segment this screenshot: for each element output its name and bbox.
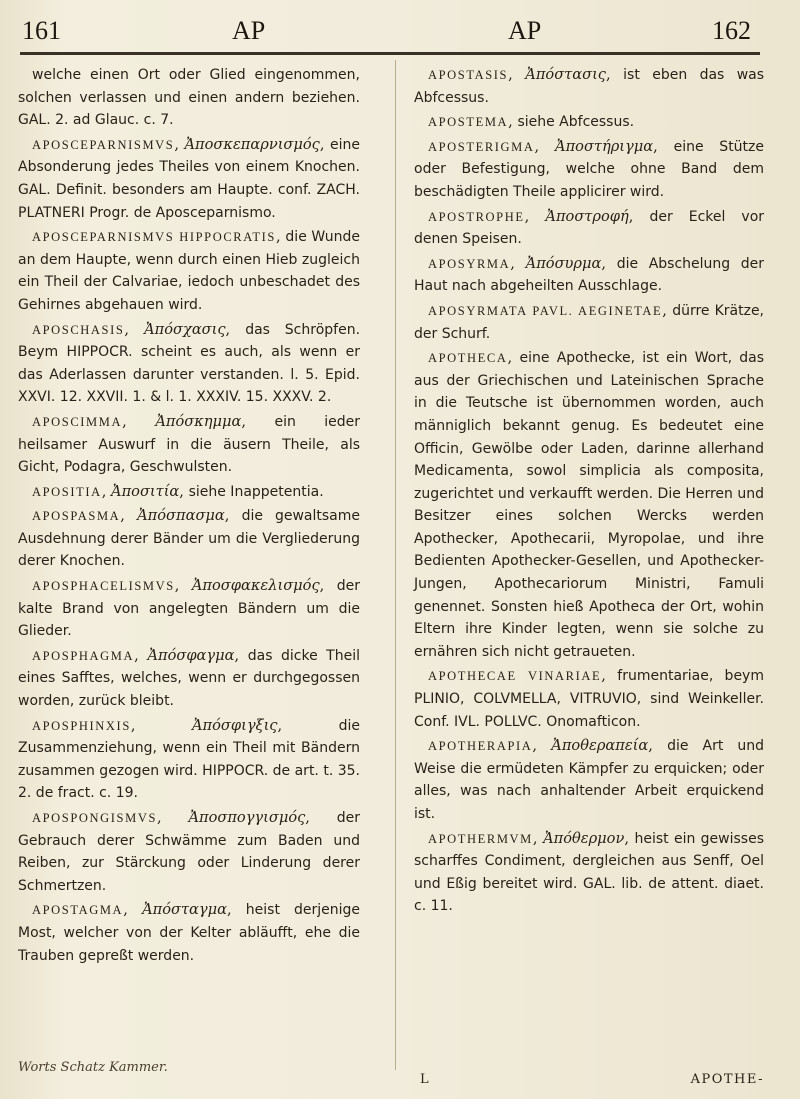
entry-definition: die Art und Weise die ermüdeten Kämpfer zu erquicken; oder alles, was nach anhaltender Arbeit erquickend ist. xyxy=(414,738,765,822)
entry-greek: Ἀπόσπασμα xyxy=(137,507,225,525)
entry-definition: das dicke Theil eines Safftes, welches, wenn er durchgegossen worden, zurück bleibt. xyxy=(18,647,361,710)
dictionary-entry: APOSCEPARNISMVS, Ἀποσκεπαρνισμός, eine Absonderung jedes Theiles von einem Knochen. GAL. Definit. besonders am Haupte. conf. ZACH. PLATNERI Progr. de Aposceparnismo. xyxy=(18,135,360,221)
entry-greek: Ἀπόστασις xyxy=(525,66,606,83)
entry-greek: Ἀποστήριγμα xyxy=(555,137,654,155)
header-letters-left: AP xyxy=(232,16,266,45)
entry-headword: APOSPONGISMVS xyxy=(32,811,157,825)
entry-definition: eine Absonderung jedes Theiles von einem Knochen. GAL. Definit. besonders am Haupte. conf. ZACH. PLATNERI Progr. de Aposceparnismo. xyxy=(18,136,360,221)
entry-greek: Ἀποσιτία xyxy=(111,482,180,500)
dictionary-entry: APOSCIMMA, Ἀπόσκημμα, ein ieder heilsamer Auswurf in die äusern Theile, als Gicht, Podagra, Geschwulsten. xyxy=(18,412,361,476)
signature-mark: L xyxy=(420,1072,429,1087)
entry-headword: APOSCEPARNISMVS HIPPOCRATIS xyxy=(32,230,276,245)
entry-greek: Ἀπόσταγμα xyxy=(142,901,227,919)
page-number-right: 162 xyxy=(712,16,751,45)
entry-definition: eine Stütze oder Befestigung, welche ohne Band dem beschädigten Theile applicirer wird. xyxy=(414,138,765,200)
entry-definition: welche einen Ort oder Glied eingenommen, solchen verlassen und einen andern beziehen. GAL. 2. ad Glauc. c. 7. xyxy=(18,67,360,129)
entry-greek: Ἀπόσκημμα xyxy=(155,412,242,430)
page-number-left: 161 xyxy=(22,16,61,45)
entry-headword: APOSPHINXIS xyxy=(32,718,131,733)
dictionary-entry: APOSTERIGMA, Ἀποστήριγμα, eine Stütze oder Befestigung, welche ohne Band dem beschädigten Theile applicirer wird. xyxy=(414,137,765,200)
dictionary-entry: APOSPASMA, Ἀπόσπασμα, die gewaltsame Ausdehnung derer Bänder um die Vergliederung derer Knochen. xyxy=(18,507,361,570)
entry-definition: ist eben das was Abfcessus. xyxy=(414,67,765,106)
left-footer-note: Worts Schatz Kammer. xyxy=(18,1060,168,1075)
entry-definition: die Abschelung der Haut nach abgeheilten Ausschlage. xyxy=(414,255,765,295)
entry-headword: APOSCIMMA xyxy=(32,414,123,429)
entry-headword: APOSTROPHE xyxy=(428,209,525,224)
dictionary-entry xyxy=(18,64,360,132)
entry-definition: die gewaltsame Ausdehnung derer Bänder um die Vergliederung derer Knochen. xyxy=(18,508,361,570)
entry-headword: APOSITIA xyxy=(32,484,102,499)
entry-definition: siehe Abfcessus. xyxy=(517,114,635,131)
dictionary-entry: APOSPHINXIS, Ἀπόσφιγξις, die Zusammenziehung, wenn ein Theil mit Bändern zusammen gezogen wird. HIPPOCR. de art. t. 35. 2. de fract. c. 19. xyxy=(18,716,360,802)
dictionary-entry: APOTHERMVM, Ἀπόθερμον, heist ein gewisses scharffes Condiment, dergleichen aus Senff, Oel und Eßig bereitet wird. GAL. lib. de attent. diaet. c. 11. xyxy=(414,829,764,915)
left-column xyxy=(18,64,360,969)
entry-greek: Ἀπόσχασις xyxy=(144,320,226,338)
dictionary-entry: APOSYRMA, Ἀπόσυρμα, die Abschelung der Haut nach abgeheilten Ausschlage. xyxy=(414,254,765,295)
dictionary-entry: APOSTASIS, Ἀπόστασις, ist eben das was Abfcessus. xyxy=(414,66,765,106)
entry-definition: frumentariae, beym PLINIO, COLVMELLA, VITRUVIO, sind Weinkeller. Conf. IVL. POLLVC. Onomafticon. xyxy=(414,668,764,730)
entry-definition: der kalte Brand von angelegten Bändern um die Glieder. xyxy=(18,578,360,640)
header-letters-right: AP xyxy=(508,16,542,45)
dictionary-entry: APOSCHASIS, Ἀπόσχασις, das Schröpfen. Beym HIPPOCR. scheint es auch, als wenn er das Aderlassen darunter verstanden. l. 5. Epid. XXVI. 12. XXVII. 1. & l. 1. XXXIV. 15. XXXV. 2. xyxy=(18,320,361,406)
entry-headword: APOSPHAGMA xyxy=(32,648,135,663)
entry-definition: heist derjenige Most, welcher von der Kelter abläufft, ehe die Trauben gepreßt werden. xyxy=(18,902,361,964)
entry-headword: APOTHERMVM xyxy=(428,831,533,846)
entry-definition: das Schröpfen. Beym HIPPOCR. scheint es auch, als wenn er das Aderlassen darunter verstanden. l. 5. Epid. XXVI. 12. XXVII. 1. & l. 1. XXXIV. 15. XXXV. 2. xyxy=(18,321,361,406)
entry-headword: APOSTASIS xyxy=(428,68,509,82)
entry-definition: die Wunde an dem Haupte, wenn durch einen Hieb zugleich ein Theil der Calvariae, iedoch unbeschadet des Gehirnes abgehauen wird. xyxy=(18,229,360,313)
entry-headword: APOSTEMA xyxy=(428,115,509,130)
right-column xyxy=(414,64,764,920)
dictionary-entry: APOSITIA, Ἀποσιτία, siehe Inappetentia. xyxy=(32,482,324,500)
dictionary-entry: APOSTEMA, siehe Abfcessus. xyxy=(428,113,635,131)
entry-headword: APOTHECAE VINARIAE xyxy=(428,669,602,684)
dictionary-entry: APOSPHAGMA, Ἀπόσφαγμα, das dicke Theil eines Safftes, welches, wenn er durchgegossen worden, zurück bleibt. xyxy=(18,646,361,710)
entry-greek: Ἀποθεραπεία xyxy=(551,737,649,755)
entry-definition: der Eckel vor denen Speisen. xyxy=(414,208,765,248)
entry-greek: Ἀποσπογγισμός xyxy=(188,809,306,826)
entry-headword: APOSTERIGMA xyxy=(428,139,535,154)
header-rule xyxy=(20,52,760,55)
dictionary-entry: APOTHECAE VINARIAE, frumentariae, beym PLINIO, COLVMELLA, VITRUVIO, sind Weinkeller. Conf. IVL. POLLVC. Onomafticon. xyxy=(414,667,764,730)
entry-headword: APOSPASMA xyxy=(32,509,121,524)
entry-headword: APOTHECA xyxy=(428,351,508,366)
dictionary-entry: APOSTAGMA, Ἀπόσταγμα, heist derjenige Most, welcher von der Kelter abläufft, ehe die Trauben gepreßt werden. xyxy=(18,901,361,964)
entry-greek: Ἀπόσφιγξις xyxy=(192,716,278,734)
entry-greek: Ἀποστροφή xyxy=(545,207,629,225)
dictionary-entry: APOTHECA, eine Apothecke, ist ein Wort, das aus der Griechischen und Lateinischen Sprache in die Teutsche ist übernommen worden, auch männiglich bekannt genug. Es bedeutet eine Officin, Gewölbe oder Laden, darinne allerhand Medicamenta, sowol simplicia als composita, zugerichtet und verkaufft werden. Die Herren und Besitzer eines solchen Wercks werden Apothecker, Apothecarii, Myropolae, und ihre Bedienten Apothecker-Gesellen, und Apothecker-Jungen, Apothecariorum Ministri, Famuli genennet. Sonsten hieß Apotheca der Ort, wohin Eltern ihre Kinder legten, wenn sie solche zu ernähren sich nicht getraueten. xyxy=(414,349,764,660)
dictionary-entry: APOTHERAPIA, Ἀποθεραπεία, die Art und Weise die ermüdeten Kämpfer zu erquicken; oder alles, was nach anhaltender Arbeit erquickend ist. xyxy=(414,737,765,822)
entry-headword: APOTHERAPIA xyxy=(428,739,533,754)
entry-greek: Ἀπόσφαγμα xyxy=(147,646,235,664)
entry-definition: dürre Krätze, der Schurf. xyxy=(414,302,765,342)
dictionary-entry: APOSCEPARNISMVS HIPPOCRATIS, die Wunde an dem Haupte, wenn durch einen Hieb zugleich ein Theil der Calvariae, iedoch unbeschadet des Gehirnes abgehauen wird. xyxy=(18,228,360,313)
entry-definition: eine Apothecke, ist ein Wort, das aus der Griechischen und Lateinischen Sprache in die Teutsche ist übernommen worden, auch männiglich bekannt genug. Es bedeutet eine Officin, Gewölbe oder Laden, darinne allerhand Medicamenta, sowol simplicia als composita, zugerichtet und verkaufft werden. Die Herren und Besitzer eines solchen Wercks werden Apothecker, Apothecarii, Myropolae, und ihre Bedienten Apothecker-Gesellen, und Apothecker-Jungen, Apothecariorum Ministri, Famuli genennet. Sonsten hieß Apotheca der Ort, wohin Eltern ihre Kinder legten, wenn sie solche zu ernähren sich nicht getraueten. xyxy=(414,350,764,660)
entry-definition: ein ieder heilsamer Auswurf in die äusern Theile, als Gicht, Podagra, Geschwulsten. xyxy=(18,413,361,476)
dictionary-entry: APOSPONGISMVS, Ἀποσπογγισμός, der Gebrauch derer Schwämme zum Baden und Reiben, zur Stärckung oder Linderung derer Schmertzen. xyxy=(18,809,361,894)
entry-greek: Ἀποσφακελισμός xyxy=(191,577,320,595)
entry-definition: die Zusammenziehung, wenn ein Theil mit Bändern zusammen gezogen wird. HIPPOCR. de art. t. 35. 2. de fract. c. 19. xyxy=(18,717,360,802)
entry-greek: Ἀπόσυρμα xyxy=(525,254,602,272)
entry-headword: APOSCEPARNISMVS xyxy=(32,137,175,152)
entry-headword: APOSYRMATA PAVL. AEGINETAE xyxy=(428,303,663,318)
dictionary-entry: APOSPHACELISMVS, Ἀποσφακελισμός, der kalte Brand von angelegten Bändern um die Glieder. xyxy=(18,577,360,640)
catchword: APOTHE- xyxy=(690,1072,764,1087)
running-header xyxy=(0,12,800,52)
entry-greek: Ἀπόθερμον xyxy=(543,829,625,847)
entry-headword: APOSCHASIS xyxy=(32,322,125,337)
entry-definition: siehe Inappetentia. xyxy=(188,483,324,500)
entry-definition: der Gebrauch derer Schwämme zum Baden und Reiben, zur Stärckung oder Linderung derer Schmertzen. xyxy=(18,810,361,894)
entry-greek: Ἀποσκεπαρνισμός xyxy=(184,135,320,153)
entry-headword: APOSTAGMA xyxy=(32,903,124,918)
entry-headword: APOSYRMA xyxy=(428,256,511,271)
column-divider xyxy=(395,60,396,1070)
dictionary-entry: APOSTROPHE, Ἀποστροφή, der Eckel vor denen Speisen. xyxy=(414,207,765,248)
entry-definition: heist ein gewisses scharffes Condiment, dergleichen aus Senff, Oel und Eßig bereitet wird. GAL. lib. de attent. diaet. c. 11. xyxy=(414,830,764,915)
entry-headword: APOSPHACELISMVS xyxy=(32,579,175,594)
dictionary-entry: APOSYRMATA PAVL. AEGINETAE, dürre Krätze, der Schurf. xyxy=(414,301,765,342)
